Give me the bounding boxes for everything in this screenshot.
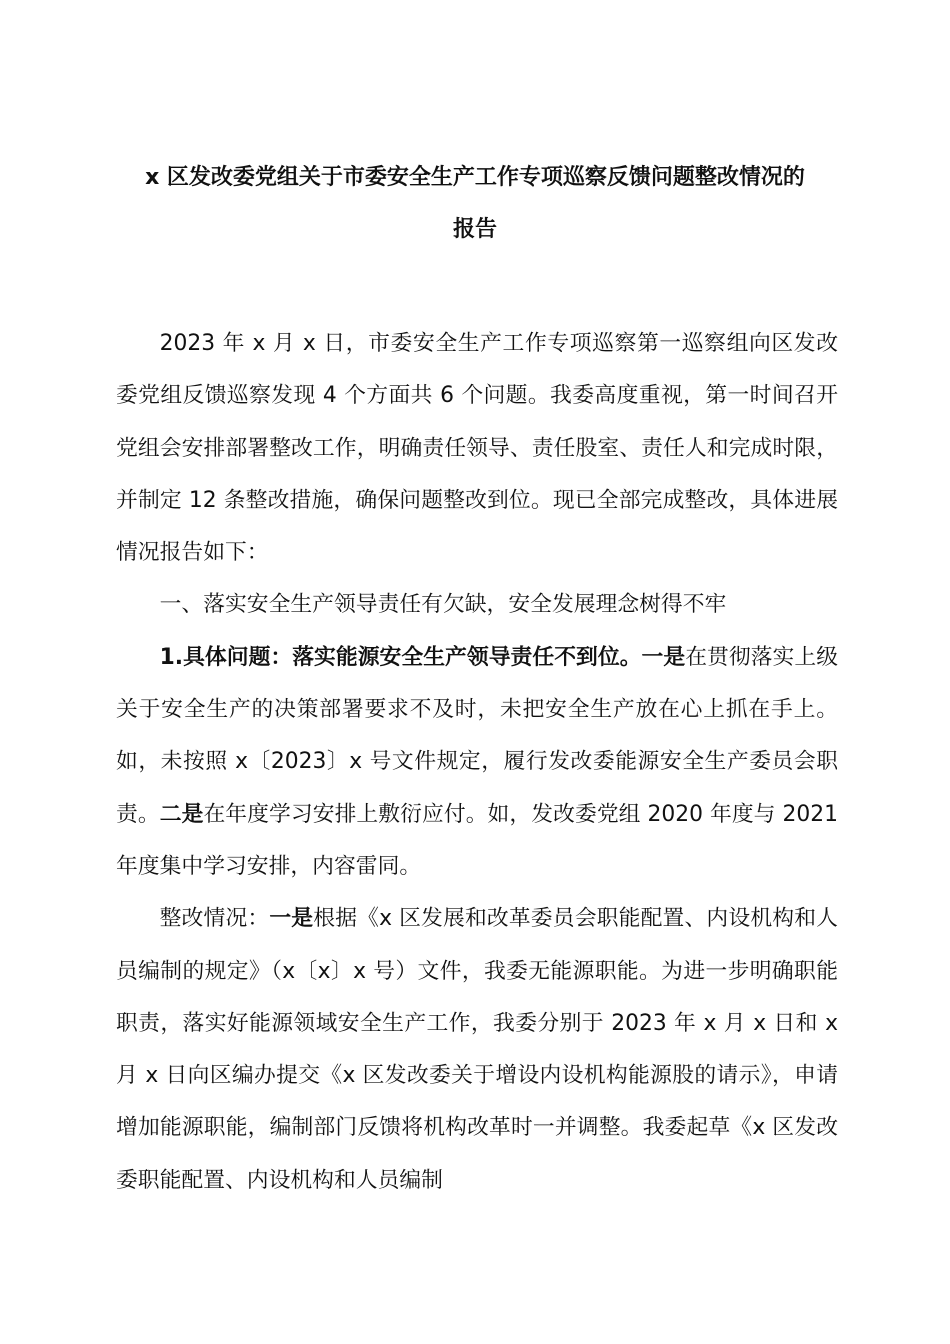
paragraph-rectification [116, 893, 838, 1207]
paragraph-text: 根据《x 区发展和改革委员会职能配置、内设机构和人员编制的规定》（x〔x〕x 号）文件，我委无能源职能。为进一步明确职能职责，落实好能源领域安全生产工作，我委分别于 2023 年 x 月 x 日和 x 月 x 日向区编办提交《x 区发改委关于增设内设机构能源股的请示》，申请增加能源职能，编制部门反馈将机构改革时一并调整。我委起草《x 区发改委职能配置、内设机构和人员编制 [116, 906, 838, 1193]
document-body [116, 318, 838, 1207]
paragraph-text: 在贯彻落实上级关于安全生产的决策部署要求不及时，未把安全生产放在心上抓在手上。如，未按照 x〔2023〕x 号文件规定，履行发改委能源安全生产委员会职责。 [116, 644, 838, 827]
point-one-label: 一是 [269, 906, 314, 932]
document-title-line-1: x 区发改委党组关于市委安全生产工作专项巡察反馈问题整改情况的 [145, 165, 805, 190]
section-heading-text: 一、落实安全生产领导责任有欠缺，安全发展理念树得不牢 [159, 592, 727, 618]
document-title-line-2: 报告 [452, 217, 497, 242]
section-heading-1 [116, 579, 838, 631]
point-two-label: 二是 [159, 801, 204, 827]
paragraph-intro [116, 318, 838, 579]
rectification-label: 整改情况： [159, 906, 270, 932]
paragraph-specific-problem [116, 632, 838, 893]
paragraph-text: 在年度学习安排上敷衍应付。如，发改委党组 2020 年度与 2021 年度集中学习安排，内容雷同。 [116, 801, 838, 879]
problem-label: 1.具体问题：落实能源安全生产领导责任不到位。一是 [159, 644, 686, 670]
paragraph-text: 2023 年 x 月 x 日，市委安全生产工作专项巡察第一巡察组向区发改委党组反馈巡察发现 4 个方面共 6 个问题。我委高度重视，第一时间召开党组会安排部署整改工作，明确责任领导、责任股室、责任人和完成时限，并制定 12 条整改措施，确保问题整改到位。现已全部完成整改，具体进展情况报告如下： [116, 331, 838, 566]
